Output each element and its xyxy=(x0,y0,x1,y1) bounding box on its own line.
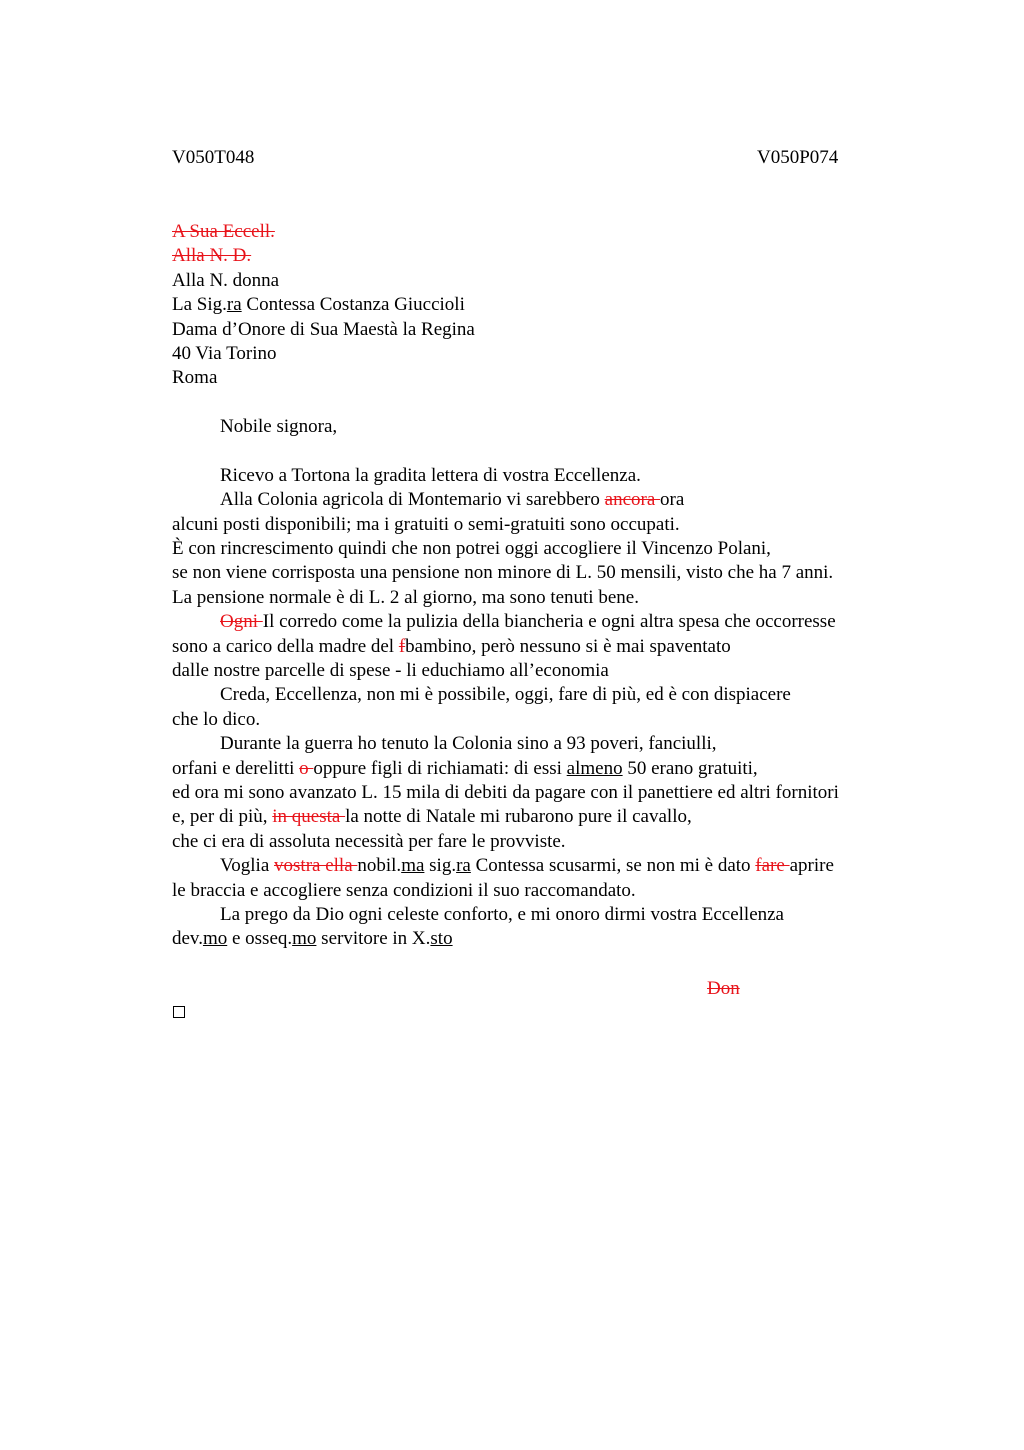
deleted-text: in questa xyxy=(272,806,346,828)
body-line: È con rincrescimento quindi che non potrei oggi accogliere il Vincenzo Polani, xyxy=(172,538,771,560)
deleted-text: vostra ella xyxy=(274,855,358,877)
address-line-5: Roma xyxy=(172,367,218,389)
underlined-abbr: ra xyxy=(456,855,471,877)
underlined-abbr: ma xyxy=(401,855,425,877)
body-line: La prego da Dio ogni celeste conforto, e mi onoro dirmi vostra Eccellenza xyxy=(220,903,784,925)
body-line: che ci era di assoluta necessità per fare le provviste. xyxy=(172,830,566,852)
body-line: che lo dico. xyxy=(172,708,261,730)
deleted-text: o xyxy=(299,757,314,779)
body-line: alcuni posti disponibili; ma i gratuiti o semi-gratuiti sono occupati. xyxy=(172,513,680,535)
document-code-right: V050P074 xyxy=(757,147,839,168)
address-line-4: 40 Via Torino xyxy=(172,342,277,364)
deleted-text: ancora xyxy=(604,489,661,511)
body-line: Durante la guerra ho tenuto la Colonia sino a 93 poveri, fanciulli, xyxy=(220,733,717,755)
body-line: Ogni Il corredo come la pulizia della biancheria e ogni altra spesa che occorresse xyxy=(220,611,836,633)
body-line: sono a carico della madre del fbambino, però nessuno si è mai spaventato xyxy=(172,635,731,657)
closing-line: dev.mo e osseq.mo servitore in X.sto xyxy=(172,928,453,950)
underlined-abbr: mo xyxy=(292,928,317,950)
address-line-2: La Sig.ra Contessa Costanza Giuccioli xyxy=(172,294,465,316)
body-line: orfani e derelitti o oppure figli di richiamati: di essi almeno 50 erano gratuiti, xyxy=(172,757,758,779)
body-line: ed ora mi sono avanzato L. 15 mila di debiti da pagare con il panettiere ed altri fornitori xyxy=(172,781,839,803)
body-line: Alla Colonia agricola di Montemario vi sarebbero ancora ora xyxy=(220,489,685,511)
underlined-abbr: ra xyxy=(226,294,242,316)
body-line: e, per di più, in questa la notte di Natale mi rubarono pure il cavallo, xyxy=(172,806,692,828)
underlined-abbr: mo xyxy=(202,928,228,950)
deleted-text: A Sua Eccell. xyxy=(172,221,275,242)
address-deleted-line-2 xyxy=(172,244,902,268)
deleted-text: Don xyxy=(707,978,740,999)
body-line: dalle nostre parcelle di spese - li educhiamo all’economia xyxy=(172,660,609,682)
deleted-text: f xyxy=(398,635,406,657)
salutation: Nobile signora, xyxy=(220,416,338,438)
checkbox-square-icon xyxy=(173,1006,185,1018)
deleted-text: Ogni xyxy=(220,611,263,633)
deleted-text: Alla N. D. xyxy=(172,245,252,267)
address-deleted-line-1 xyxy=(172,220,902,244)
address-line-1: Alla N. donna xyxy=(172,269,280,291)
address-line-3: Dama d’Onore di Sua Maestà la Regina xyxy=(172,318,475,340)
body-line: Creda, Eccellenza, non mi è possibile, oggi, fare di più, ed è con dispiacere xyxy=(220,684,791,706)
deleted-text: fare xyxy=(755,855,790,877)
body-line: La pensione normale è di L. 2 al giorno, ma sono tenuti bene. xyxy=(172,586,639,608)
document-code-left: V050T048 xyxy=(172,147,255,168)
signature-deleted xyxy=(707,977,740,1001)
body-line: Voglia vostra ella nobil.ma sig.ra Contessa scusarmi, se non mi è dato fare aprire xyxy=(220,855,834,877)
body-line: se non viene corrisposta una pensione non minore di L. 50 mensili, visto che ha 7 anni. xyxy=(172,562,834,584)
underlined-abbr: sto xyxy=(430,928,453,950)
underlined-text: almeno xyxy=(566,757,623,779)
letter-body xyxy=(172,220,902,952)
body-line: Ricevo a Tortona la gradita lettera di vostra Eccellenza. xyxy=(220,464,641,486)
body-line: le braccia e accogliere senza condizioni il suo raccomandato. xyxy=(172,879,636,901)
